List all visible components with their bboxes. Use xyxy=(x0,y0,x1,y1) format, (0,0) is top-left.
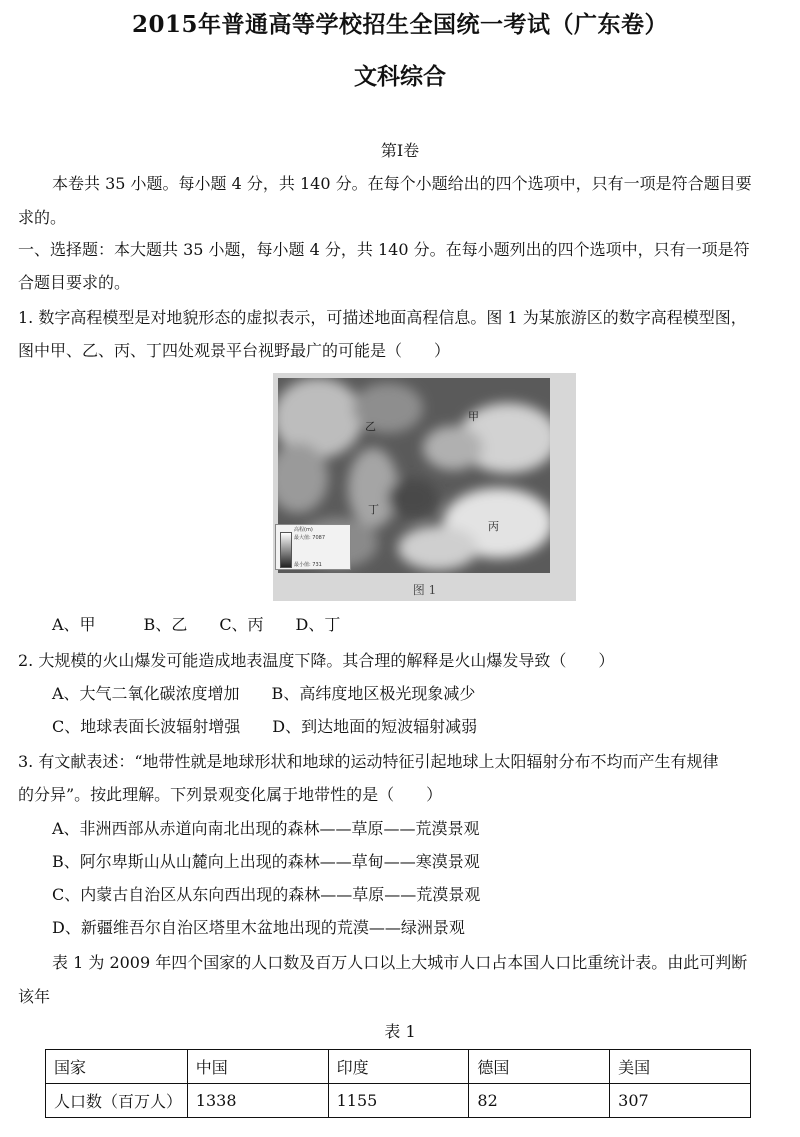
choice-instructions-1: 一、选择题：本大题共 35 小题，每小题 4 分，共 140 分。在每小题列出的四个选项中，只有一项是符 xyxy=(18,240,750,259)
elevation-legend xyxy=(275,524,351,570)
question-3-line-2: 的分异”。按此理解。下列景观变化属于地带性的是（ ） xyxy=(18,785,443,804)
site-label-yi: 乙 xyxy=(365,420,376,433)
question-1-line-1: 1. 数字高程模型是对地貌形态的虚拟表示，可描述地面高程信息。图 1 为某旅游区的数字高程模型图， xyxy=(18,308,747,327)
legend-min: 最小值: 731 xyxy=(294,562,322,568)
table-cell: 307 xyxy=(610,1084,751,1118)
intro-line-1: 本卷共 35 小题。每小题 4 分，共 140 分。在每个小题给出的四个选项中，只有一项是符合题目要 xyxy=(52,174,752,193)
question-3-option-a: A、非洲西部从赤道向南北出现的森林——草原——荒漠景观 xyxy=(52,819,480,838)
question-3-option-b: B、阿尔卑斯山从山麓向上出现的森林——草甸——寒漠景观 xyxy=(52,852,480,871)
table-cell: 人口数（百万人） xyxy=(46,1084,188,1118)
table-cell: 1155 xyxy=(328,1084,469,1118)
table-header-cell: 美国 xyxy=(610,1050,751,1084)
table-cell: 82 xyxy=(469,1084,610,1118)
site-label-bing: 丙 xyxy=(488,520,499,533)
question-1-line-2: 图中甲、乙、丙、丁四处观景平台视野最广的可能是（ ） xyxy=(18,341,451,360)
question-4-line-2: 该年 xyxy=(18,987,51,1006)
site-label-ding: 丁 xyxy=(368,503,379,516)
choice-instructions-2: 合题目要求的。 xyxy=(18,273,131,292)
site-label-jia: 甲 xyxy=(468,410,479,423)
table-cell: 1338 xyxy=(187,1084,328,1118)
population-table xyxy=(45,1049,751,1118)
question-4-line-1: 表 1 为 2009 年四个国家的人口数及百万人口以上大城市人口占本国人口比重统计表。由此可判断 xyxy=(52,953,748,972)
question-3-line-1: 3. 有文献表述：“地带性就是地球形状和地球的运动特征引起地球上太阳辐射分布不均而产生有规律 xyxy=(18,752,719,771)
question-2-stem: 2. 大规模的火山爆发可能造成地表温度下降。其合理的解释是火山爆发导致（ ） xyxy=(18,651,615,670)
exam-subtitle: 文科综合 xyxy=(354,63,446,90)
table-1-caption: 表 1 xyxy=(384,1022,416,1041)
question-3-option-c: C、内蒙古自治区从东向西出现的森林——草原——荒漠景观 xyxy=(52,885,481,904)
table-header-cell: 德国 xyxy=(469,1050,610,1084)
legend-title: 高程(m) xyxy=(294,527,313,533)
legend-max: 最大值: 7087 xyxy=(294,535,325,541)
question-2-options-cd: C、地球表面长波辐射增强 D、到达地面的短波辐射减弱 xyxy=(52,717,478,736)
table-header-cell: 印度 xyxy=(328,1050,469,1084)
exam-title: 2015年普通高等学校招生全国统一考试（广东卷） xyxy=(131,11,668,38)
question-2-options-ab: A、大气二氧化碳浓度增加 B、高纬度地区极光现象减少 xyxy=(52,684,476,703)
intro-line-2: 求的。 xyxy=(18,208,67,227)
elevation-color-bar xyxy=(280,532,292,568)
table-header-cell: 中国 xyxy=(187,1050,328,1084)
figure-1-caption: 图 1 xyxy=(412,583,437,597)
table-header-row xyxy=(46,1050,751,1084)
question-3-option-d: D、新疆维吾尔自治区塔里木盆地出现的荒漠——绿洲景观 xyxy=(52,918,465,937)
table-row xyxy=(46,1084,751,1118)
question-1-options: A、甲 B、乙 C、丙 D、丁 xyxy=(52,615,341,634)
figure-1-dem-map xyxy=(273,373,576,601)
table-header-cell: 国家 xyxy=(46,1050,188,1084)
part-label: 第Ⅰ卷 xyxy=(380,141,420,160)
